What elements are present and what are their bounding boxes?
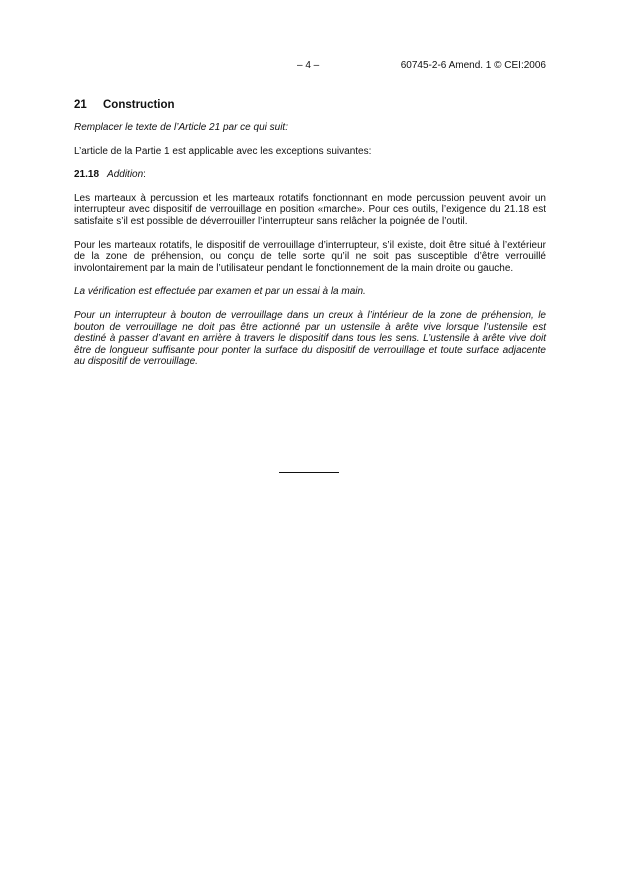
applicability-statement: L’article de la Partie 1 est applicable avec les exceptions suivantes:: [74, 145, 372, 157]
paragraph-rotary-hammers: Pour les marteaux rotatifs, le dispositif de verrouillage d’interrupteur, s’il existe, doit être situé à l’extérieur de la zone de préhension, ou conçu de telle sorte qu’il ne soit pas susceptible d’être verrouillé involontairement par la main de l’utilisateur pendant le fonctionnement de la main droite ou gauche.: [74, 239, 546, 274]
section-number: 21: [74, 99, 87, 111]
section-heading: [74, 98, 546, 112]
page-header: [74, 60, 546, 74]
document-reference: 60745-2-6 Amend. 1 © CEI:2006: [400, 60, 546, 71]
section-title: Construction: [103, 99, 175, 111]
end-of-text-rule: [279, 472, 339, 473]
page-content: [74, 98, 546, 380]
replace-instruction: Remplacer le texte de l’Article 21 par ce qui suit:: [74, 122, 288, 133]
subclause-label: Addition: [107, 169, 144, 181]
paragraph-percussion-hammers: Les marteaux à percussion et les marteaux rotatifs fonctionnant en mode percussion peuvent avoir un interrupteur avec dispositif de verrouillage en position «marche». Pour ces outils, l’exigence du 21.18 est satisfaite s’il est possible de déverrouiller l’interrupteur sans relâcher la poignée de l’outil.: [74, 192, 546, 227]
page-number: – 4 –: [297, 60, 320, 71]
subclause-number: 21.18: [74, 169, 100, 181]
subclause-heading: [74, 169, 546, 181]
paragraph-locking-button-test: Pour un interrupteur à bouton de verrouillage dans un creux à l’intérieur de la zone de préhension, le bouton de verrouillage ne doit pas être actionné par un ustensile à arête vive lorsque l’ustensile est destiné à passer d’avant en arrière à travers le dispositif dans tous les sens. L’ustensile à arête vive doit être de longueur suffisante pour ponter la surface du dispositif de verrouillage et toute surface adjacente au dispositif de verrouillage.: [74, 309, 546, 368]
subclause-suffix: :: [143, 169, 146, 181]
verification-statement: La vérification est effectuée par examen et par un essai à la main.: [74, 286, 366, 298]
